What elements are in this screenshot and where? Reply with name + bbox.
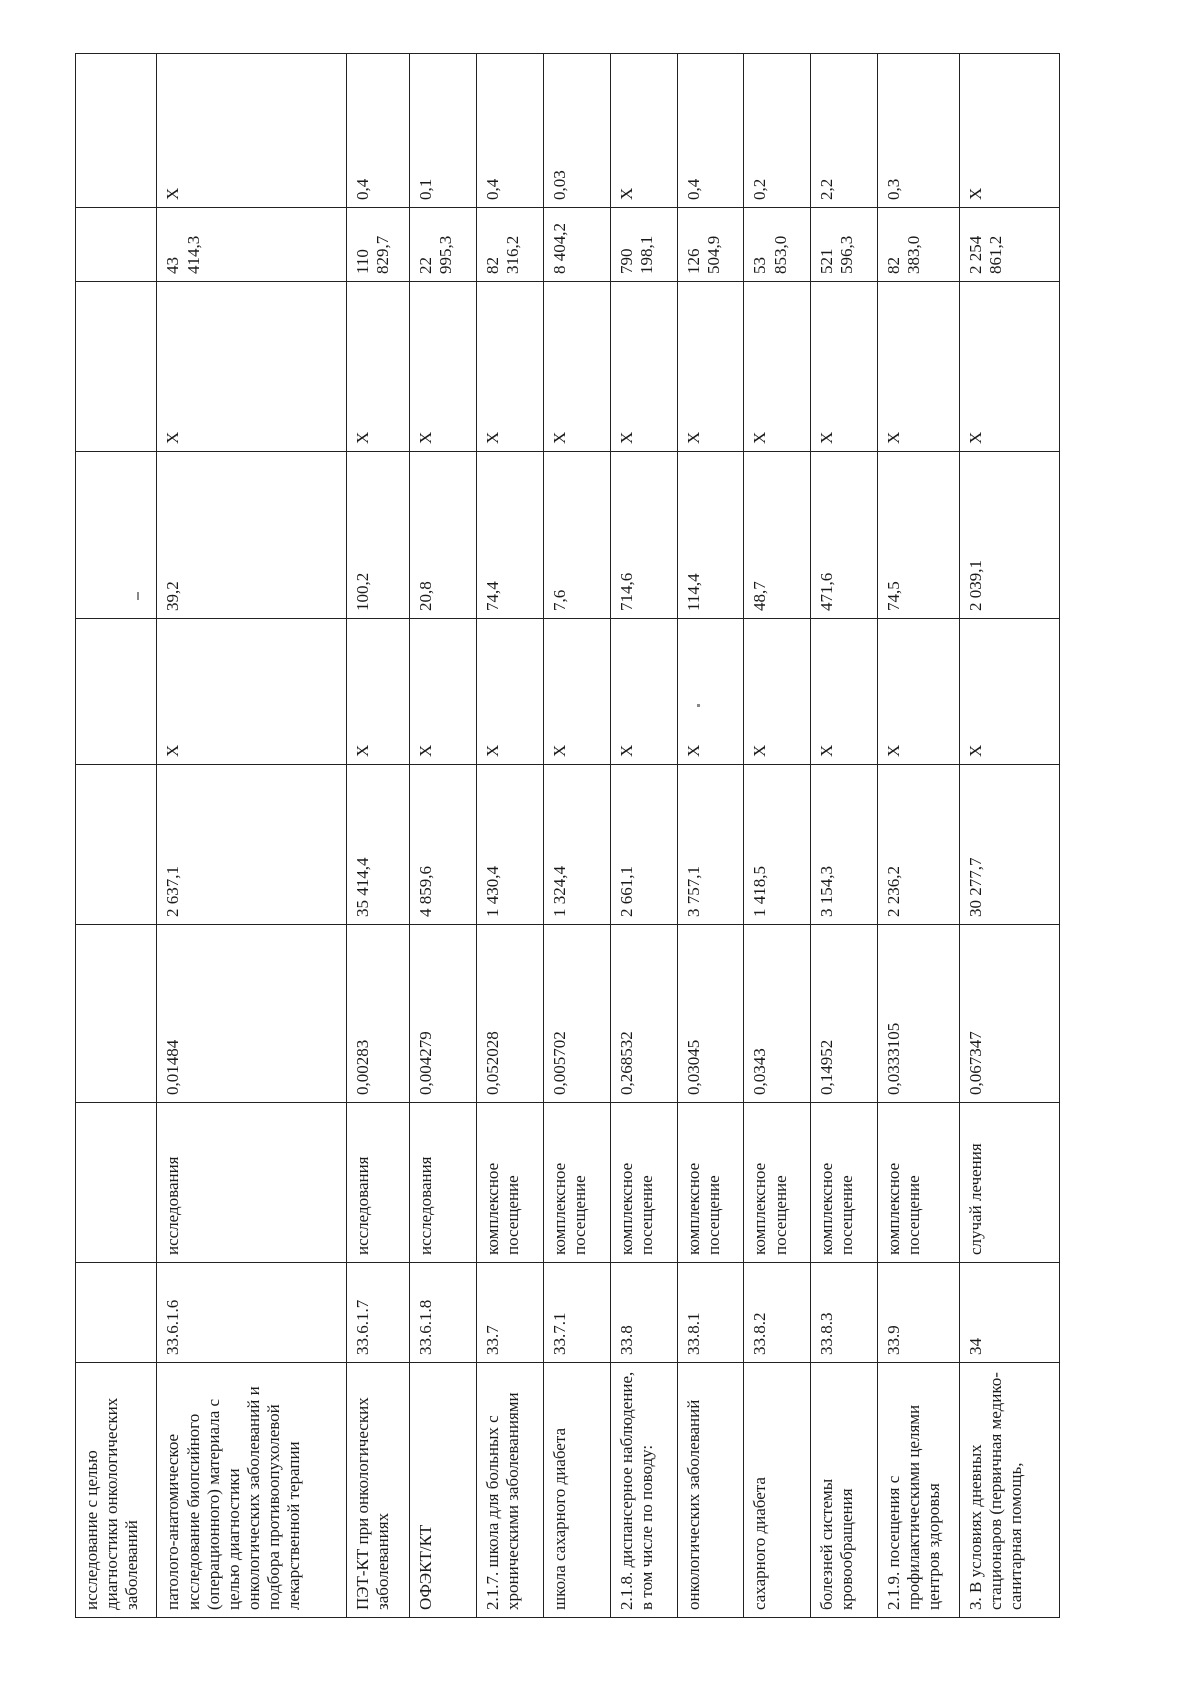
row-value-7-cell: 0,3 [878, 54, 959, 208]
row-value-2-cell: 35 414,4 [346, 765, 409, 925]
row-value-3-cell: X [477, 619, 544, 765]
row-value-7-cell: 0,4 [346, 54, 409, 208]
row-value-3-cell: X [157, 619, 346, 765]
row-value-5-cell [76, 282, 157, 452]
row-unit-cell: исследования [157, 1103, 346, 1263]
row-value-3-cell: X [410, 619, 477, 765]
row-code-cell: 33.8.1 [677, 1263, 744, 1363]
row-value-3-cell: X [346, 619, 409, 765]
row-value-1-cell: 0,00283 [346, 925, 409, 1103]
row-value-2-cell: 30 277,7 [959, 765, 1059, 925]
row-value-7-cell: 0,2 [744, 54, 811, 208]
row-value-4-cell: 114,4 [677, 452, 744, 619]
row-value-2-cell: 3 154,3 [811, 765, 878, 925]
rotated-table-wrapper [75, 53, 1060, 1618]
row-value-4-cell: 714,6 [610, 452, 677, 619]
row-code-cell: 33.8.2 [744, 1263, 811, 1363]
row-value-1-cell: 0,14952 [811, 925, 878, 1103]
row-code-cell: 33.6.1.7 [346, 1263, 409, 1363]
row-code-cell: 33.7 [477, 1263, 544, 1363]
row-name-cell: ОФЭКТ/КТ [410, 1363, 477, 1618]
row-value-6-cell: 82 383,0 [878, 208, 959, 282]
row-name-cell: болезней системы кровообращения [811, 1363, 878, 1618]
row-value-6-cell: 126 504,9 [677, 208, 744, 282]
row-value-1-cell: 0,03045 [677, 925, 744, 1103]
row-name-cell: ПЭТ-КТ при онкологических заболеваниях [346, 1363, 409, 1618]
row-value-1-cell: 0,005702 [543, 925, 610, 1103]
table-row [543, 54, 610, 1618]
table-row [157, 54, 346, 1618]
row-unit-cell: комплексное посещение [543, 1103, 610, 1263]
row-code-cell: 33.8.3 [811, 1263, 878, 1363]
row-value-4-cell: 74,4 [477, 452, 544, 619]
row-value-6-cell: 22 995,3 [410, 208, 477, 282]
row-value-7-cell: X [157, 54, 346, 208]
row-code-cell: 33.6.1.8 [410, 1263, 477, 1363]
table-row [477, 54, 544, 1618]
row-unit-cell: комплексное посещение [677, 1103, 744, 1263]
row-value-6-cell: 53 853,0 [744, 208, 811, 282]
row-value-1-cell: 0,052028 [477, 925, 544, 1103]
table-row [76, 54, 157, 1618]
row-value-1-cell: 0,004279 [410, 925, 477, 1103]
row-value-3-cell: X [677, 619, 744, 765]
table-row [878, 54, 959, 1618]
row-unit-cell: случай лечения [959, 1103, 1059, 1263]
row-value-4-cell: 48,7 [744, 452, 811, 619]
row-value-5-cell: X [959, 282, 1059, 452]
row-name-cell: 2.1.9. посещения с профилактическими целями центров здоровья [878, 1363, 959, 1618]
row-value-1-cell [76, 925, 157, 1103]
row-unit-cell: комплексное посещение [744, 1103, 811, 1263]
row-value-2-cell: 1 324,4 [543, 765, 610, 925]
row-name-cell: исследование с целью диагностики онкологических заболеваний [76, 1363, 157, 1618]
row-value-7-cell: X [610, 54, 677, 208]
row-value-7-cell: 0,4 [477, 54, 544, 208]
row-value-3-cell: X [543, 619, 610, 765]
row-name-cell: онкологических заболеваний [677, 1363, 744, 1618]
row-value-1-cell: 0,0333105 [878, 925, 959, 1103]
row-value-6-cell: 110 829,7 [346, 208, 409, 282]
row-name-cell: 2.1.8. диспансерное наблюдение, в том числе по поводу: [610, 1363, 677, 1618]
row-code-cell: 33.8 [610, 1263, 677, 1363]
row-value-6-cell: 82 316,2 [477, 208, 544, 282]
table-row [744, 54, 811, 1618]
row-code-cell [76, 1263, 157, 1363]
row-value-2-cell [76, 765, 157, 925]
row-value-4-cell: 7,6 [543, 452, 610, 619]
row-value-2-cell: 1 430,4 [477, 765, 544, 925]
row-value-4-cell: 74,5 [878, 452, 959, 619]
table-row [610, 54, 677, 1618]
row-value-1-cell: 0,0343 [744, 925, 811, 1103]
row-value-2-cell: 2 637,1 [157, 765, 346, 925]
table-row [959, 54, 1059, 1618]
row-value-6-cell: 790 198,1 [610, 208, 677, 282]
row-value-3-cell: X [959, 619, 1059, 765]
row-unit-cell: исследования [410, 1103, 477, 1263]
row-value-4-cell: 20,8 [410, 452, 477, 619]
row-value-2-cell: 3 757,1 [677, 765, 744, 925]
row-value-7-cell: 0,4 [677, 54, 744, 208]
row-value-5-cell: X [677, 282, 744, 452]
row-unit-cell: исследования [346, 1103, 409, 1263]
table-row [346, 54, 409, 1618]
row-value-5-cell: X [878, 282, 959, 452]
table-row [811, 54, 878, 1618]
row-code-cell: 33.9 [878, 1263, 959, 1363]
row-value-4-cell: 471,6 [811, 452, 878, 619]
row-value-4-cell [76, 452, 157, 619]
table-body [76, 54, 1060, 1618]
table-row [410, 54, 477, 1618]
row-name-cell: 2.1.7. школа для больных с хроническими заболеваниями [477, 1363, 544, 1618]
row-value-3-cell: X [744, 619, 811, 765]
row-value-7-cell: X [959, 54, 1059, 208]
row-value-6-cell: 2 254 861,2 [959, 208, 1059, 282]
row-value-5-cell: X [410, 282, 477, 452]
row-value-7-cell [76, 54, 157, 208]
row-value-2-cell: 4 859,6 [410, 765, 477, 925]
row-name-cell: сахарного диабета [744, 1363, 811, 1618]
row-value-2-cell: 2 661,1 [610, 765, 677, 925]
row-value-7-cell: 2,2 [811, 54, 878, 208]
row-value-4-cell: 2 039,1 [959, 452, 1059, 619]
row-value-5-cell: X [477, 282, 544, 452]
row-value-1-cell: 0,01484 [157, 925, 346, 1103]
row-value-6-cell: 521 596,3 [811, 208, 878, 282]
row-value-1-cell: 0,268532 [610, 925, 677, 1103]
row-value-3-cell: X [811, 619, 878, 765]
row-value-4-cell: 39,2 [157, 452, 346, 619]
row-value-3-cell [76, 619, 157, 765]
row-name-cell: патолого-анатомическое исследование биопсийного (операционного) материала с целью диагностики онкологических заболеваний и подбора противоопухолевой лекарственной терапии [157, 1363, 346, 1618]
row-unit-cell [76, 1103, 157, 1263]
table-row [677, 54, 744, 1618]
row-code-cell: 33.6.1.6 [157, 1263, 346, 1363]
row-value-7-cell: 0,03 [543, 54, 610, 208]
row-value-6-cell [76, 208, 157, 282]
row-name-cell: школа сахарного диабета [543, 1363, 610, 1618]
row-value-6-cell: 8 404,2 [543, 208, 610, 282]
row-value-5-cell: X [157, 282, 346, 452]
row-unit-cell: комплексное посещение [811, 1103, 878, 1263]
row-value-5-cell: X [610, 282, 677, 452]
row-value-5-cell: X [811, 282, 878, 452]
row-value-3-cell: X [610, 619, 677, 765]
row-value-3-cell: X [878, 619, 959, 765]
medical-volume-table [75, 53, 1060, 1618]
row-unit-cell: комплексное посещение [610, 1103, 677, 1263]
row-code-cell: 34 [959, 1263, 1059, 1363]
row-value-7-cell: 0,1 [410, 54, 477, 208]
row-code-cell: 33.7.1 [543, 1263, 610, 1363]
row-value-2-cell: 1 418,5 [744, 765, 811, 925]
row-name-cell: 3. В условиях дневных стационаров (первичная медико-санитарная помощь, [959, 1363, 1059, 1618]
row-unit-cell: комплексное посещение [477, 1103, 544, 1263]
row-value-2-cell: 2 236,2 [878, 765, 959, 925]
row-value-5-cell: X [543, 282, 610, 452]
row-value-1-cell: 0,067347 [959, 925, 1059, 1103]
row-value-4-cell: 100,2 [346, 452, 409, 619]
row-unit-cell: комплексное посещение [878, 1103, 959, 1263]
row-value-6-cell: 43 414,3 [157, 208, 346, 282]
row-value-5-cell: X [346, 282, 409, 452]
row-value-5-cell: X [744, 282, 811, 452]
